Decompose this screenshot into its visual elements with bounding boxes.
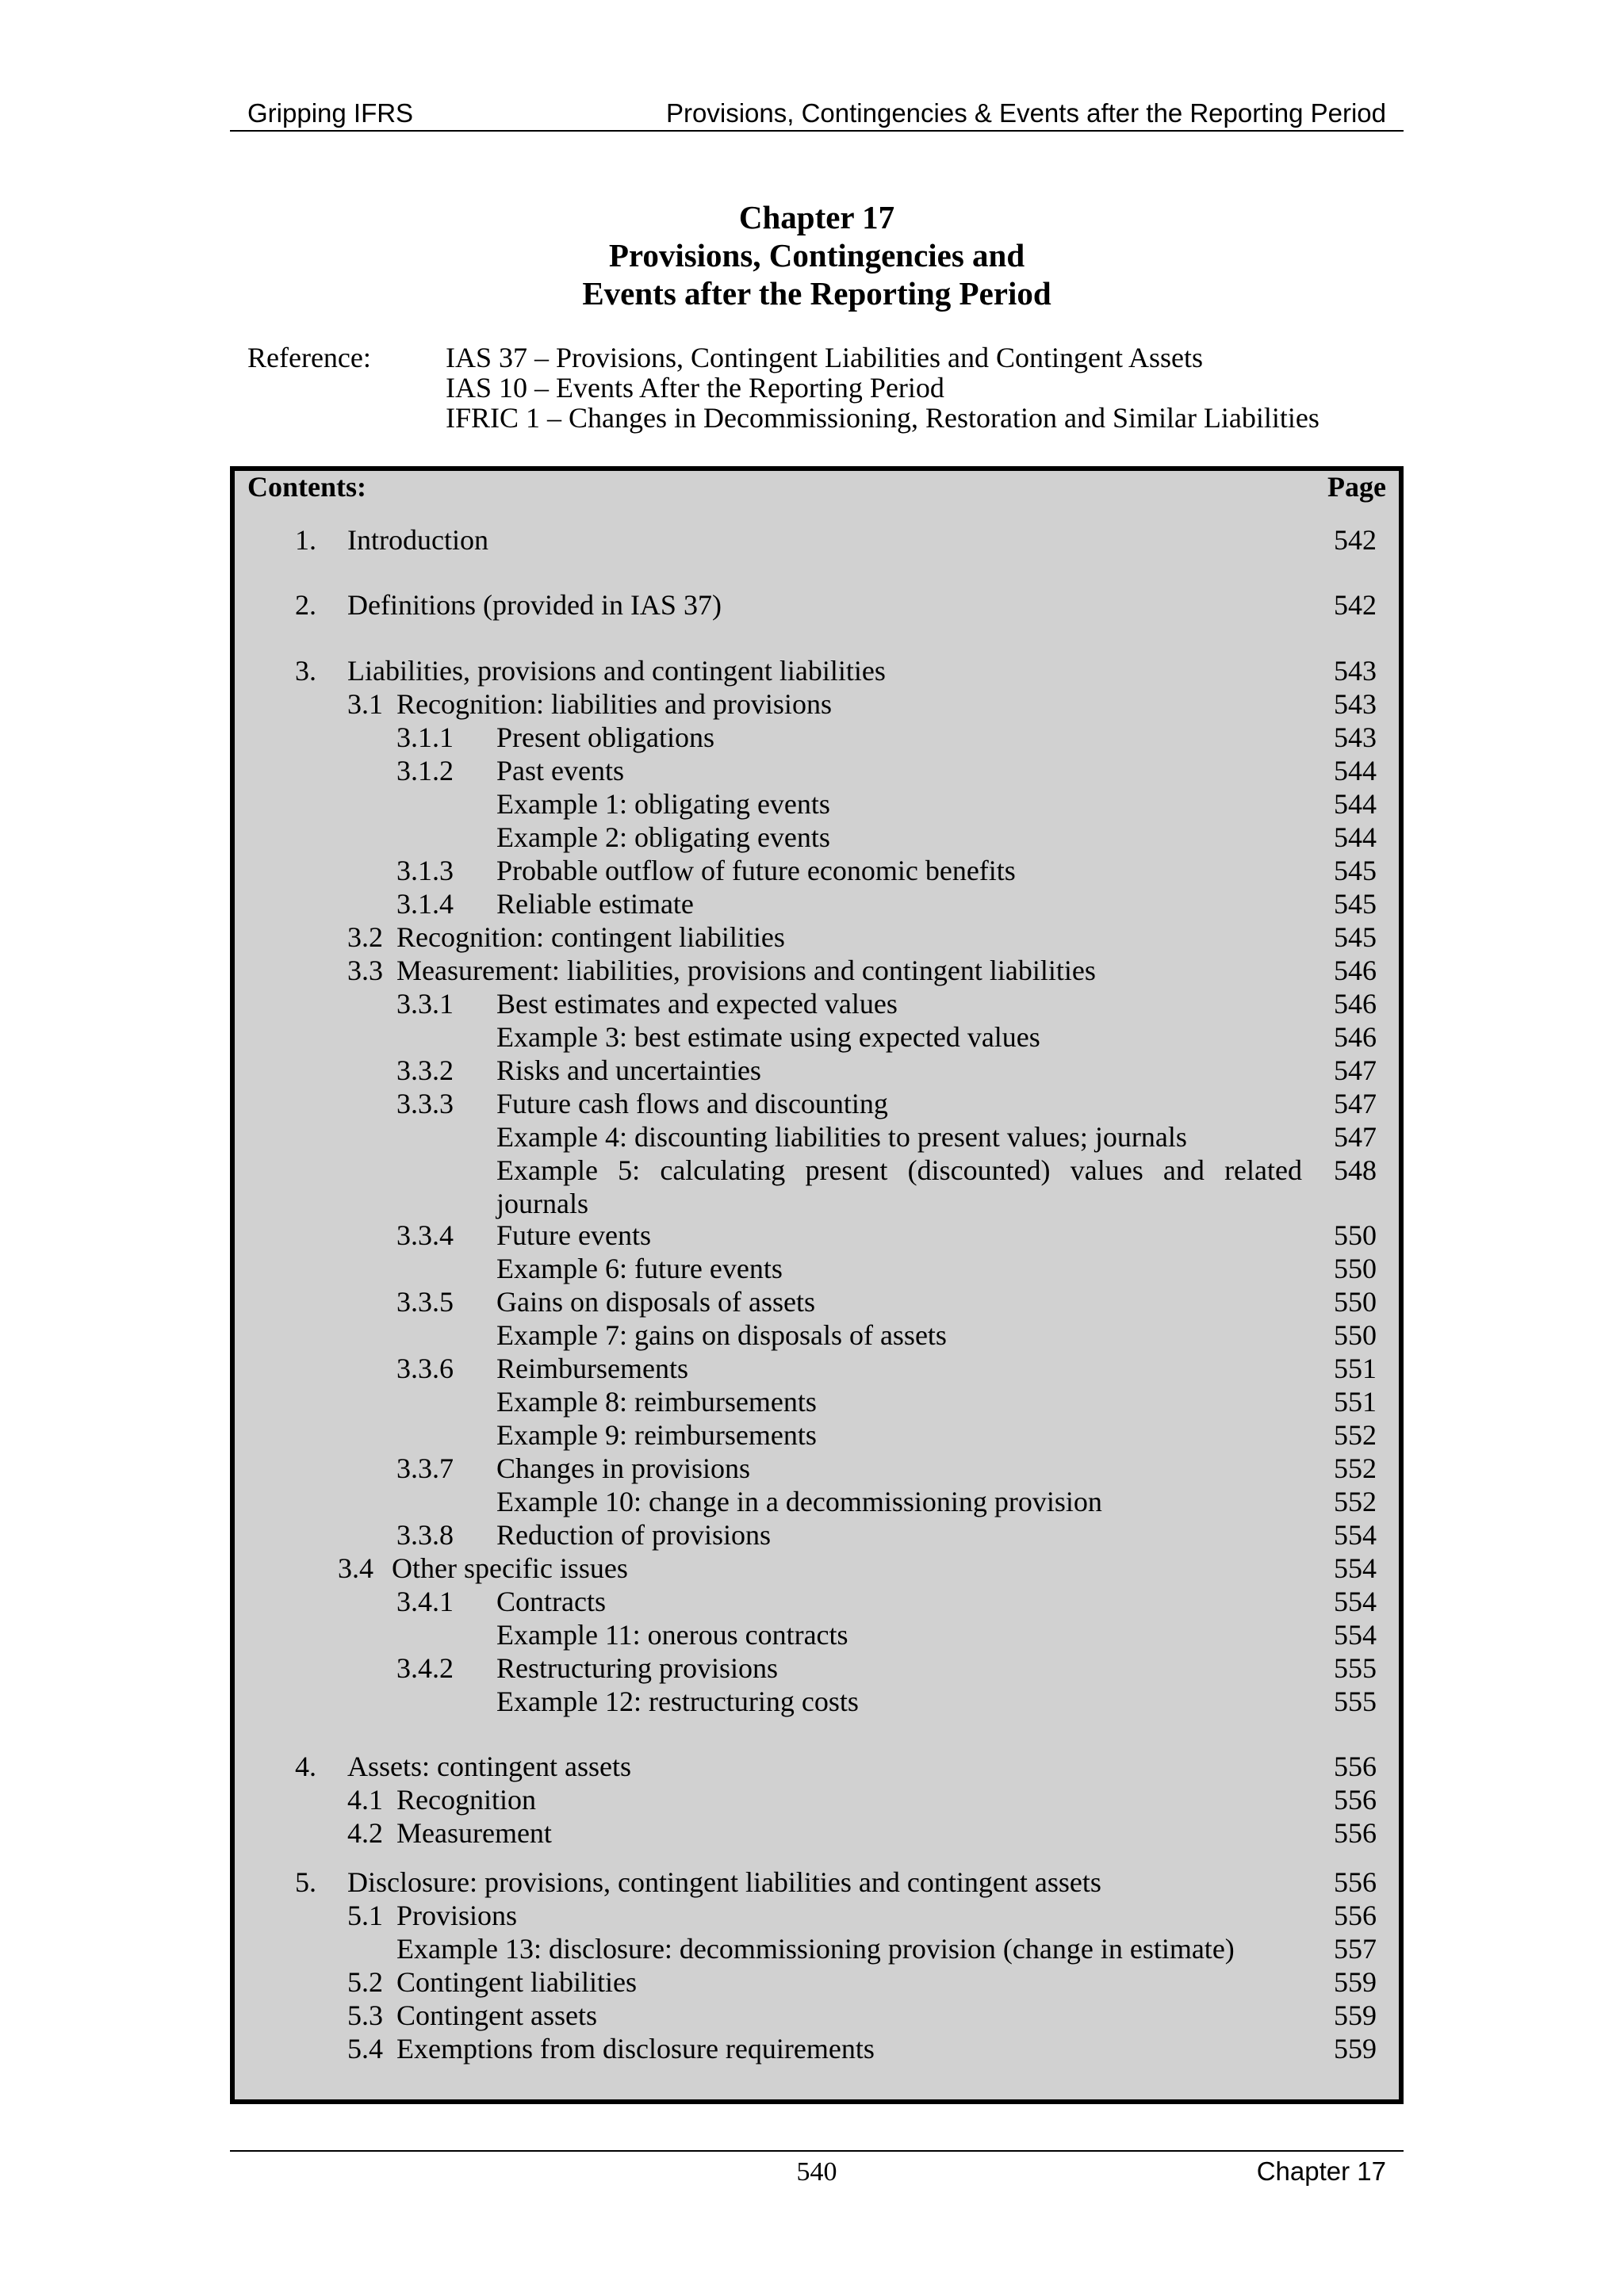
toc-entry xyxy=(235,1518,1399,1552)
toc-entry xyxy=(235,1783,1399,1816)
page-footer xyxy=(230,2150,1404,2191)
toc-entry-title: Example 9: reimbursements xyxy=(496,1419,817,1451)
header-book-title: Gripping IFRS xyxy=(247,98,414,128)
toc-entry-title: Measurement xyxy=(396,1817,552,1849)
toc-entry-page: 550 xyxy=(1334,1286,1377,1318)
toc-entry-title: Provisions xyxy=(396,1900,518,1931)
toc-entry-title: Introduction xyxy=(347,524,488,556)
chapter-number: Chapter 17 xyxy=(738,199,895,235)
toc-entry-page: 545 xyxy=(1334,921,1377,953)
contents-list xyxy=(235,471,1399,2099)
toc-entry-number: 3.3.3 xyxy=(396,1088,454,1119)
toc-entry xyxy=(235,1054,1399,1087)
toc-entry-title: Contingent assets xyxy=(396,1999,597,2031)
toc-entry-number: 3.1.1 xyxy=(396,721,454,753)
toc-entry-page: 559 xyxy=(1334,1999,1377,2031)
toc-entry-title: Liabilities, provisions and contingent liabilities xyxy=(347,655,886,687)
toc-entry-page: 542 xyxy=(1334,589,1377,621)
toc-entry-title: Probable outflow of future economic benefits xyxy=(496,855,1016,886)
toc-entry-title: Example 13: disclosure: decommissioning provision (change in estimate) xyxy=(396,1933,1235,1965)
toc-entry xyxy=(235,1932,1399,1965)
toc-entry-title: Changes in provisions xyxy=(496,1452,750,1484)
toc-entry-page: 554 xyxy=(1334,1586,1377,1617)
toc-entry-page: 547 xyxy=(1334,1121,1377,1153)
toc-entry-title: Reimbursements xyxy=(496,1353,688,1384)
toc-entry xyxy=(235,1685,1399,1718)
toc-entry xyxy=(235,1618,1399,1651)
page-heading: Page xyxy=(1327,471,1386,503)
chapter-title-line-2: Events after the Reporting Period xyxy=(582,275,1051,312)
toc-entry-title: Assets: contingent assets xyxy=(347,1751,631,1782)
toc-entry-number: 3.3.2 xyxy=(396,1054,454,1086)
toc-entry-number: 3.3.6 xyxy=(396,1353,454,1384)
toc-entry-title: Reduction of provisions xyxy=(496,1519,771,1551)
toc-entry xyxy=(235,1318,1399,1352)
toc-entry-number: 5.3 xyxy=(347,1999,383,2031)
toc-entry-title: Example 12: restructuring costs xyxy=(496,1686,859,1717)
toc-entry-page: 544 xyxy=(1334,788,1377,820)
toc-entry-page: 552 xyxy=(1334,1419,1377,1451)
toc-entry-number: 4.2 xyxy=(347,1817,383,1849)
toc-entry-page: 559 xyxy=(1334,2033,1377,2064)
toc-entry xyxy=(235,1552,1399,1585)
toc-entry-page: 559 xyxy=(1334,1966,1377,1998)
toc-entry-number: 3.4.2 xyxy=(396,1652,454,1684)
toc-entry-page: 550 xyxy=(1334,1219,1377,1251)
toc-entry-number: 4.1 xyxy=(347,1784,383,1816)
toc-entry-page: 544 xyxy=(1334,821,1377,853)
toc-entry xyxy=(235,1087,1399,1120)
toc-entry-title: Gains on disposals of assets xyxy=(496,1286,815,1318)
toc-entry-title: Risks and uncertainties xyxy=(496,1054,761,1086)
toc-entry xyxy=(235,1750,1399,1783)
toc-entry-page: 552 xyxy=(1334,1486,1377,1517)
toc-entry-title: Example 3: best estimate using expected values xyxy=(496,1021,1040,1053)
toc-entry-title-line-1: Example 5: calculating present (discounted) values and related xyxy=(496,1154,1302,1186)
chapter-title xyxy=(230,198,1404,312)
toc-entry xyxy=(235,1485,1399,1518)
toc-entry-number: 3.3.4 xyxy=(396,1219,454,1251)
toc-entry-page: 555 xyxy=(1334,1652,1377,1684)
toc-entry xyxy=(235,1651,1399,1685)
toc-entry xyxy=(235,854,1399,887)
toc-entry xyxy=(235,821,1399,854)
toc-entry-title: Example 7: gains on disposals of assets xyxy=(496,1319,947,1351)
toc-entry xyxy=(235,1154,1399,1219)
toc-entry xyxy=(235,654,1399,687)
toc-entry xyxy=(235,1385,1399,1418)
toc-entry-page: 546 xyxy=(1334,955,1377,986)
running-header xyxy=(230,94,1404,132)
toc-entry xyxy=(235,954,1399,987)
toc-entry-page: 548 xyxy=(1334,1154,1377,1186)
toc-entry-page: 546 xyxy=(1334,1021,1377,1053)
toc-entry-number: 2. xyxy=(295,589,316,621)
toc-entry-page: 556 xyxy=(1334,1817,1377,1849)
toc-entry-title: Contracts xyxy=(496,1586,606,1617)
toc-entry-page: 543 xyxy=(1334,721,1377,753)
toc-entry xyxy=(235,920,1399,954)
toc-entry-number: 3.3 xyxy=(347,955,383,986)
toc-entry-title: Example 4: discounting liabilities to present values; journals xyxy=(496,1121,1187,1153)
toc-entry xyxy=(235,1418,1399,1452)
toc-entry xyxy=(235,1816,1399,1850)
toc-entry xyxy=(235,1285,1399,1318)
toc-entry-number: 3.2 xyxy=(347,921,383,953)
toc-entry-page: 550 xyxy=(1334,1253,1377,1284)
toc-entry xyxy=(235,1585,1399,1618)
toc-entry-page: 554 xyxy=(1334,1619,1377,1651)
toc-entry xyxy=(235,1965,1399,1999)
toc-entry-page: 543 xyxy=(1334,655,1377,687)
toc-entry xyxy=(235,787,1399,821)
toc-entry xyxy=(235,887,1399,920)
toc-entry xyxy=(235,1352,1399,1385)
toc-entry xyxy=(235,1899,1399,1932)
toc-entry-title: Example 11: onerous contracts xyxy=(496,1619,848,1651)
toc-entry-title: Disclosure: provisions, contingent liabilities and contingent assets xyxy=(347,1866,1101,1898)
toc-entry-title xyxy=(496,1154,1302,1220)
toc-entry-title: Best estimates and expected values xyxy=(496,988,898,1020)
toc-entry-number: 5.1 xyxy=(347,1900,383,1931)
toc-entry-number: 5.2 xyxy=(347,1966,383,1998)
toc-entry-number: 3. xyxy=(295,655,316,687)
toc-entry-title: Other specific issues xyxy=(392,1552,628,1584)
toc-entry xyxy=(235,1252,1399,1285)
toc-entry-number: 3.3.5 xyxy=(396,1286,454,1318)
toc-entry-page: 554 xyxy=(1334,1519,1377,1551)
toc-entry-title: Restructuring provisions xyxy=(496,1652,778,1684)
toc-entry-number: 5. xyxy=(295,1866,316,1898)
toc-entry-page: 557 xyxy=(1334,1933,1377,1965)
toc-entry-page: 546 xyxy=(1334,988,1377,1020)
toc-entry-number: 3.1.2 xyxy=(396,755,454,786)
toc-entry-title: Exemptions from disclosure requirements xyxy=(396,2033,875,2064)
toc-entry-title: Recognition: contingent liabilities xyxy=(396,921,785,953)
reference-label: Reference: xyxy=(247,342,371,373)
toc-entry-page: 555 xyxy=(1334,1686,1377,1717)
page-number: 540 xyxy=(796,2157,837,2187)
toc-entry-number: 3.4 xyxy=(338,1552,373,1584)
toc-entry xyxy=(235,1999,1399,2032)
toc-entry-page: 556 xyxy=(1334,1751,1377,1782)
toc-entry-title-line-2: journals xyxy=(496,1188,588,1219)
toc-entry-title: Example 1: obligating events xyxy=(496,788,830,820)
toc-entry-title: Measurement: liabilities, provisions and contingent liabilities xyxy=(396,955,1096,986)
toc-entry-title: Recognition: liabilities and provisions xyxy=(396,688,832,720)
reference-line: IAS 37 – Provisions, Contingent Liabilities and Contingent Assets xyxy=(446,342,1204,373)
toc-entry xyxy=(235,1120,1399,1154)
toc-entry-page: 545 xyxy=(1334,855,1377,886)
toc-entry xyxy=(235,588,1399,622)
toc-entry-number: 5.4 xyxy=(347,2033,383,2064)
toc-entry-page: 551 xyxy=(1334,1386,1377,1418)
toc-entry-number: 3.3.7 xyxy=(396,1452,454,1484)
reference-line: IFRIC 1 – Changes in Decommissioning, Restoration and Similar Liabilities xyxy=(446,402,1320,434)
toc-entry xyxy=(235,1452,1399,1485)
header-chapter-title: Provisions, Contingencies & Events after the Reporting Period xyxy=(666,98,1386,128)
contents-box xyxy=(230,466,1404,2104)
toc-entry-page: 545 xyxy=(1334,888,1377,920)
toc-entry-number: 3.3.1 xyxy=(396,988,454,1020)
toc-entry-page: 544 xyxy=(1334,755,1377,786)
toc-entry xyxy=(235,721,1399,754)
toc-entry xyxy=(235,2032,1399,2065)
toc-entry-page: 547 xyxy=(1334,1088,1377,1119)
toc-entry xyxy=(235,687,1399,721)
toc-entry-title: Past events xyxy=(496,755,624,786)
toc-entry-page: 556 xyxy=(1334,1784,1377,1816)
toc-entry-title: Example 8: reimbursements xyxy=(496,1386,817,1418)
contents-heading: Contents: xyxy=(247,471,366,503)
toc-entry xyxy=(235,1020,1399,1054)
toc-entry-title: Recognition xyxy=(396,1784,536,1816)
toc-entry-page: 556 xyxy=(1334,1866,1377,1898)
toc-entry-title: Future events xyxy=(496,1219,651,1251)
toc-entry-page: 550 xyxy=(1334,1319,1377,1351)
chapter-title-line-1: Provisions, Contingencies and xyxy=(608,237,1025,274)
toc-entry-number: 3.3.8 xyxy=(396,1519,454,1551)
toc-entry xyxy=(235,754,1399,787)
toc-entry-title: Example 2: obligating events xyxy=(496,821,830,853)
toc-entry-title: Contingent liabilities xyxy=(396,1966,637,1998)
toc-entry-title: Future cash flows and discounting xyxy=(496,1088,888,1119)
toc-entry xyxy=(235,1219,1399,1252)
toc-entry-page: 543 xyxy=(1334,688,1377,720)
toc-entry-title: Example 6: future events xyxy=(496,1253,783,1284)
toc-entry-page: 551 xyxy=(1334,1353,1377,1384)
toc-entry xyxy=(235,987,1399,1020)
toc-entry-number: 1. xyxy=(295,524,316,556)
toc-entry-number: 3.1 xyxy=(347,688,383,720)
toc-entry-page: 552 xyxy=(1334,1452,1377,1484)
toc-entry-page: 547 xyxy=(1334,1054,1377,1086)
toc-entry-number: 4. xyxy=(295,1751,316,1782)
toc-entry-page: 556 xyxy=(1334,1900,1377,1931)
toc-entry xyxy=(235,523,1399,557)
reference-line: IAS 10 – Events After the Reporting Period xyxy=(446,372,944,404)
toc-entry-title: Reliable estimate xyxy=(496,888,694,920)
toc-entry-number: 3.1.4 xyxy=(396,888,454,920)
toc-entry xyxy=(235,1866,1399,1899)
toc-entry-number: 3.4.1 xyxy=(396,1586,454,1617)
toc-entry-page: 542 xyxy=(1334,524,1377,556)
toc-entry-page: 554 xyxy=(1334,1552,1377,1584)
toc-entry-title: Present obligations xyxy=(496,721,714,753)
toc-entry-title: Example 10: change in a decommissioning provision xyxy=(496,1486,1102,1517)
toc-entry-number: 3.1.3 xyxy=(396,855,454,886)
toc-entry-title: Definitions (provided in IAS 37) xyxy=(347,589,722,621)
footer-chapter: Chapter 17 xyxy=(1256,2156,1386,2186)
